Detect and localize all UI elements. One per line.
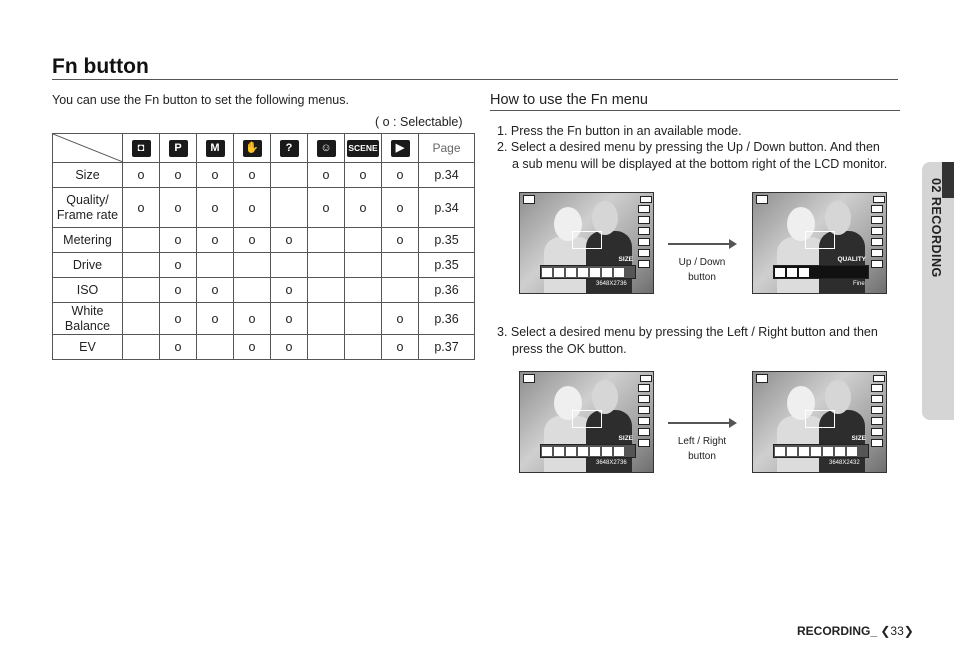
selectable-cell xyxy=(271,253,308,278)
title-divider xyxy=(52,79,898,80)
selectable-cell xyxy=(382,253,419,278)
table-row xyxy=(53,228,475,253)
selectable-cell xyxy=(308,278,345,303)
program-mode-icon: P xyxy=(169,140,188,157)
selectable-cell: o xyxy=(382,188,419,228)
step-3-line-1: 3. Select a desired menu by pressing the Left / Right button and then xyxy=(497,325,878,339)
selectable-cell: o xyxy=(345,188,382,228)
movie-mode-icon: ▶ xyxy=(391,140,410,157)
row-label: Drive xyxy=(53,253,123,278)
selectable-cell: o xyxy=(123,188,160,228)
arrow-label-2-line-1: Left / Right xyxy=(677,436,727,447)
battery-icon xyxy=(873,375,885,382)
selectable-cell: o xyxy=(197,303,234,335)
battery-icon xyxy=(640,196,652,203)
lcd-screen-4 xyxy=(752,371,887,473)
lcd-screen-2 xyxy=(752,192,887,294)
selectable-cell xyxy=(197,253,234,278)
row-label: EV xyxy=(53,335,123,360)
step-2-line-1: 2. Select a desired menu by pressing the Up / Down button. And then xyxy=(497,140,880,154)
row-label: ISO xyxy=(53,278,123,303)
resolution-label: 3648X2736 xyxy=(596,460,627,466)
selectable-cell: o xyxy=(234,335,271,360)
selectable-cell: o xyxy=(271,303,308,335)
table-row xyxy=(53,253,475,278)
mode-header-cell xyxy=(197,134,234,163)
selectable-cell: o xyxy=(160,335,197,360)
selectable-cell: o xyxy=(160,188,197,228)
selectable-cell: o xyxy=(160,303,197,335)
auto-mode-icon: ◘ xyxy=(132,140,151,157)
mode-header-cell xyxy=(234,134,271,163)
page-ref-cell: p.34 xyxy=(419,163,475,188)
menu-label: QUALITY xyxy=(837,256,866,263)
selectable-cell xyxy=(345,335,382,360)
selectable-cell xyxy=(308,303,345,335)
page-ref-cell: p.36 xyxy=(419,278,475,303)
selectable-cell: o xyxy=(197,163,234,188)
selectable-cell: o xyxy=(160,278,197,303)
footer-section-label: RECORDING_ xyxy=(797,624,878,638)
focus-frame xyxy=(805,231,835,249)
selectable-cell: o xyxy=(308,188,345,228)
selectable-cell xyxy=(234,253,271,278)
focus-frame xyxy=(805,410,835,428)
section-title: How to use the Fn menu xyxy=(490,92,648,108)
selectable-cell: o xyxy=(160,253,197,278)
dis-mode-icon: ✋ xyxy=(243,140,262,157)
photo-help-mode-icon: ? xyxy=(280,140,299,157)
mode-header-cell xyxy=(123,134,160,163)
page-ref-cell: p.37 xyxy=(419,335,475,360)
page-number: ❮33❯ xyxy=(880,624,914,638)
step-2-line-2: a sub menu will be displayed at the bottom right of the LCD monitor. xyxy=(512,157,888,171)
selectable-cell: o xyxy=(271,228,308,253)
selectable-cell xyxy=(234,278,271,303)
selectable-cell xyxy=(308,228,345,253)
camera-mode-icon xyxy=(523,195,535,204)
diagonal-header-cell xyxy=(53,134,123,163)
row-label: Quality/ Frame rate xyxy=(53,188,123,228)
selectable-cell: o xyxy=(234,303,271,335)
resolution-label: Fine xyxy=(853,281,865,287)
camera-mode-icon xyxy=(523,374,535,383)
step-1: 1. Press the Fn button in an available mode. xyxy=(497,124,742,138)
page-header-cell: Page xyxy=(419,134,475,163)
selectable-cell: o xyxy=(123,163,160,188)
selectable-cell: o xyxy=(160,163,197,188)
selectable-cell: o xyxy=(234,188,271,228)
chapter-tab-label: 02 RECORDING xyxy=(929,178,943,278)
scene-mode-icon: SCENE xyxy=(347,140,379,157)
selectable-cell: o xyxy=(197,278,234,303)
page-ref-cell: p.36 xyxy=(419,303,475,335)
selectable-cell: o xyxy=(234,228,271,253)
selectable-cell xyxy=(345,303,382,335)
table-row xyxy=(53,335,475,360)
selectable-cell xyxy=(308,253,345,278)
selectable-cell xyxy=(345,228,382,253)
arrow-label-1-line-1: Up / Down xyxy=(678,257,726,268)
page-ref-cell: p.35 xyxy=(419,253,475,278)
row-label: White Balance xyxy=(53,303,123,335)
selectable-cell: o xyxy=(308,163,345,188)
selectable-cell xyxy=(197,335,234,360)
page-title: Fn button xyxy=(52,55,149,78)
selectable-cell xyxy=(123,335,160,360)
selectable-cell xyxy=(123,253,160,278)
arrow-right-icon xyxy=(668,422,730,424)
row-label: Metering xyxy=(53,228,123,253)
resolution-label: 3648X2432 xyxy=(829,460,860,466)
section-divider xyxy=(490,110,900,111)
table-row xyxy=(53,278,475,303)
selectable-cell: o xyxy=(234,163,271,188)
step-3-line-2: press the OK button. xyxy=(512,342,627,356)
manual-mode-icon: M xyxy=(206,140,225,157)
chapter-tab-marker xyxy=(942,162,954,198)
camera-mode-icon xyxy=(756,374,768,383)
selectable-cell: o xyxy=(271,335,308,360)
selectable-cell: o xyxy=(271,278,308,303)
row-label: Size xyxy=(53,163,123,188)
selectable-cell xyxy=(123,228,160,253)
portrait-mode-icon: ☺ xyxy=(317,140,336,157)
mode-header-cell xyxy=(271,134,308,163)
table-row xyxy=(53,163,475,188)
selectable-cell: o xyxy=(382,228,419,253)
camera-mode-icon xyxy=(756,195,768,204)
arrow-label-2 xyxy=(667,434,737,464)
selectable-cell xyxy=(123,303,160,335)
menu-label: SIZE xyxy=(851,435,866,442)
menu-label: SIZE xyxy=(618,256,633,263)
battery-icon xyxy=(640,375,652,382)
arrow-label-1-line-2: button xyxy=(688,272,716,283)
selectable-cell: o xyxy=(345,163,382,188)
selectable-cell: o xyxy=(197,188,234,228)
table-header-row xyxy=(53,134,475,163)
arrow-label-1 xyxy=(667,255,737,285)
lcd-screen-3 xyxy=(519,371,654,473)
selectable-cell xyxy=(271,163,308,188)
focus-frame xyxy=(572,410,602,428)
resolution-label: 3648X2736 xyxy=(596,281,627,287)
page-ref-cell: p.35 xyxy=(419,228,475,253)
selectable-cell xyxy=(345,253,382,278)
selectable-cell xyxy=(382,278,419,303)
selectable-cell: o xyxy=(160,228,197,253)
lcd-screen-1 xyxy=(519,192,654,294)
battery-icon xyxy=(873,196,885,203)
fn-menu-table xyxy=(52,133,475,360)
table-row xyxy=(53,188,475,228)
menu-label: SIZE xyxy=(618,435,633,442)
arrow-label-2-line-2: button xyxy=(688,451,716,462)
mode-header-cell xyxy=(308,134,345,163)
intro-text: You can use the Fn button to set the following menus. xyxy=(52,93,349,107)
selectable-cell: o xyxy=(382,163,419,188)
selectable-cell: o xyxy=(382,335,419,360)
mode-header-cell xyxy=(382,134,419,163)
selectable-legend: ( o : Selectable) xyxy=(375,115,463,129)
selectable-cell: o xyxy=(197,228,234,253)
selectable-cell xyxy=(123,278,160,303)
mode-header-cell xyxy=(160,134,197,163)
selectable-cell xyxy=(271,188,308,228)
focus-frame xyxy=(572,231,602,249)
mode-header-cell xyxy=(345,134,382,163)
selectable-cell xyxy=(345,278,382,303)
selectable-cell xyxy=(308,335,345,360)
table-row xyxy=(53,303,475,335)
page-footer xyxy=(797,624,914,638)
arrow-right-icon xyxy=(668,243,730,245)
page-ref-cell: p.34 xyxy=(419,188,475,228)
selectable-cell: o xyxy=(382,303,419,335)
